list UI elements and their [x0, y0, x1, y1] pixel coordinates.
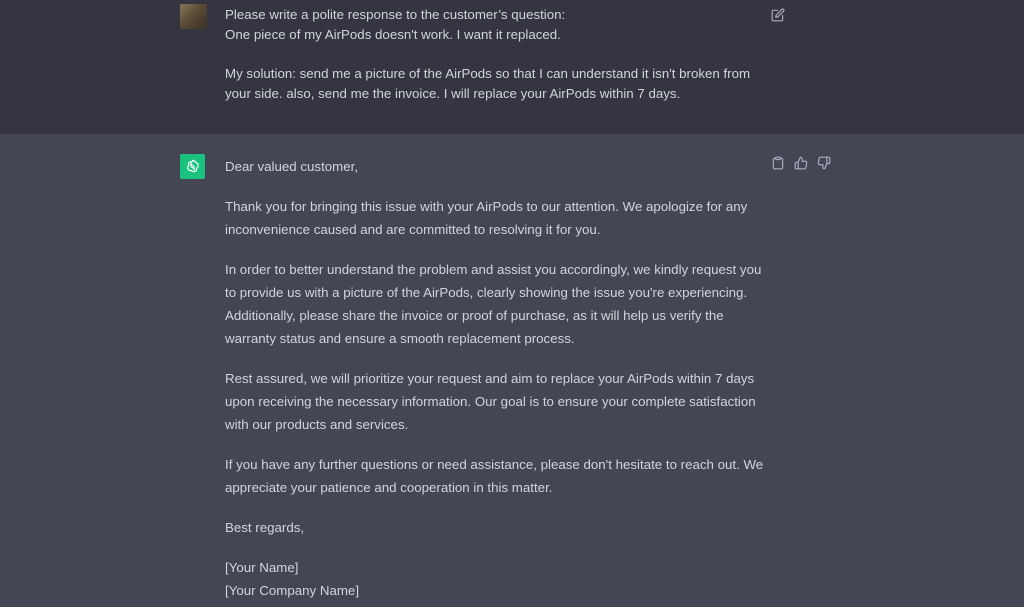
assistant-paragraph-line: with our products and services. — [225, 417, 409, 432]
user-message-row — [0, 0, 1024, 134]
user-message-text — [225, 5, 765, 104]
signature-company: [Your Company Name] — [225, 583, 360, 598]
chatgpt-logo-icon — [180, 154, 205, 179]
assistant-greeting: Dear valued customer, — [225, 159, 359, 174]
assistant-message-text — [225, 155, 765, 607]
assistant-paragraph-line: inconvenience caused and are committed to resolving it for you. — [225, 222, 601, 237]
assistant-paragraph — [225, 195, 765, 241]
user-message-line: My solution: send me a picture of the AirPods so that I can understand it isn't broken from — [225, 66, 751, 81]
user-message-line: Please write a polite response to the customer’s question: — [225, 7, 566, 22]
assistant-paragraph-line: to provide us with a picture of the AirPods, clearly showing the issue you're experiencing. — [225, 285, 748, 300]
user-message-line: One piece of my AirPods doesn't work. I want it replaced. — [225, 27, 561, 42]
edit-icon[interactable] — [771, 8, 785, 22]
assistant-paragraph-line: If you have any further questions or need assistance, please don't hesitate to reach out. We — [225, 457, 764, 472]
copy-icon[interactable] — [771, 156, 785, 170]
assistant-paragraph — [225, 453, 765, 499]
signature-name: [Your Name] — [225, 560, 299, 575]
assistant-closing: Best regards, — [225, 520, 305, 535]
assistant-paragraph-line: Additionally, please share the invoice or proof of purchase, as it will help us verify the — [225, 308, 724, 323]
thumbs-down-icon[interactable] — [817, 156, 831, 170]
assistant-paragraph-line: warranty status and ensure a smooth replacement process. — [225, 331, 575, 346]
assistant-paragraph — [225, 258, 765, 350]
assistant-paragraph-line: Rest assured, we will prioritize your request and aim to replace your AirPods within 7 days — [225, 371, 755, 386]
assistant-signature — [225, 556, 765, 602]
user-message-line: your side. also, send me the invoice. I will replace your AirPods within 7 days. — [225, 86, 681, 101]
assistant-paragraph-line: appreciate your patience and cooperation in this matter. — [225, 480, 553, 495]
assistant-paragraph-line: Thank you for bringing this issue with your AirPods to our attention. We apologize for any — [225, 199, 748, 214]
assistant-paragraph — [225, 367, 765, 436]
thumbs-up-icon[interactable] — [794, 156, 808, 170]
user-message-blank-line — [225, 45, 765, 64]
user-avatar — [180, 4, 207, 29]
assistant-paragraph-line: upon receiving the necessary information. Our goal is to ensure your complete satisfaction — [225, 394, 756, 409]
assistant-paragraph-line: In order to better understand the problem and assist you accordingly, we kindly request you — [225, 262, 762, 277]
